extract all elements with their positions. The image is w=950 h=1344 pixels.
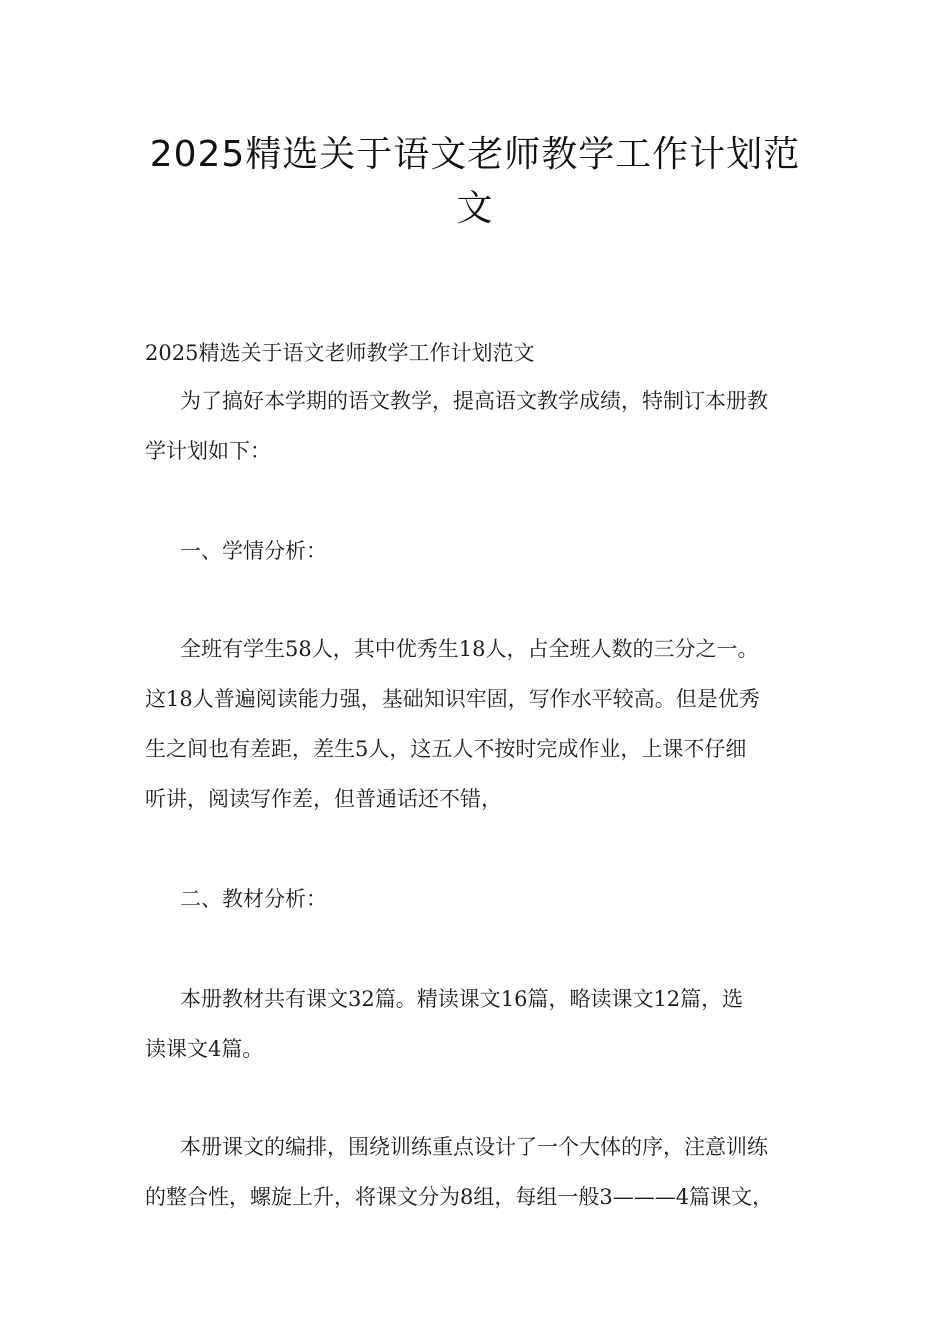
intro-line-1: 为了搞好本学期的语文教学，提高语文教学成绩，特制订本册教 xyxy=(180,389,768,413)
document-title xyxy=(120,128,830,236)
document-subtitle: 2025精选关于语文老师教学工作计划范文 xyxy=(145,341,535,365)
section1-line-3: 生之间也有差距，差生5人，这五人不按时完成作业，上课不仔细 xyxy=(145,737,747,761)
section1-line-4: 听讲，阅读写作差，但普通话还不错， xyxy=(145,787,502,811)
section2-para2-line-1: 本册课文的编排，围绕训练重点设计了一个大体的序，注意训练 xyxy=(180,1135,768,1159)
section2-para2-line-2: 的整合性，螺旋上升，将课文分为8组，每组一般3———4篇课文， xyxy=(145,1185,774,1209)
section1-line-2: 这18人普遍阅读能力强，基础知识牢固，写作水平较高。但是优秀 xyxy=(145,687,760,711)
title-line-1: 2025精选关于语文老师教学工作计划范 xyxy=(149,134,801,175)
section-heading-textbook-analysis: 二、教材分析： xyxy=(180,887,327,911)
section2-para1-line-1: 本册教材共有课文32篇。精读课文16篇，略读课文12篇，选 xyxy=(180,987,744,1011)
title-line-2: 文 xyxy=(456,188,494,229)
section1-line-1: 全班有学生58人，其中优秀生18人，占全班人数的三分之一。 xyxy=(180,637,759,661)
section-heading-student-analysis: 一、学情分析： xyxy=(180,539,327,563)
intro-line-2: 学计划如下： xyxy=(145,439,271,463)
section2-para1-line-2: 读课文4篇。 xyxy=(145,1037,264,1061)
